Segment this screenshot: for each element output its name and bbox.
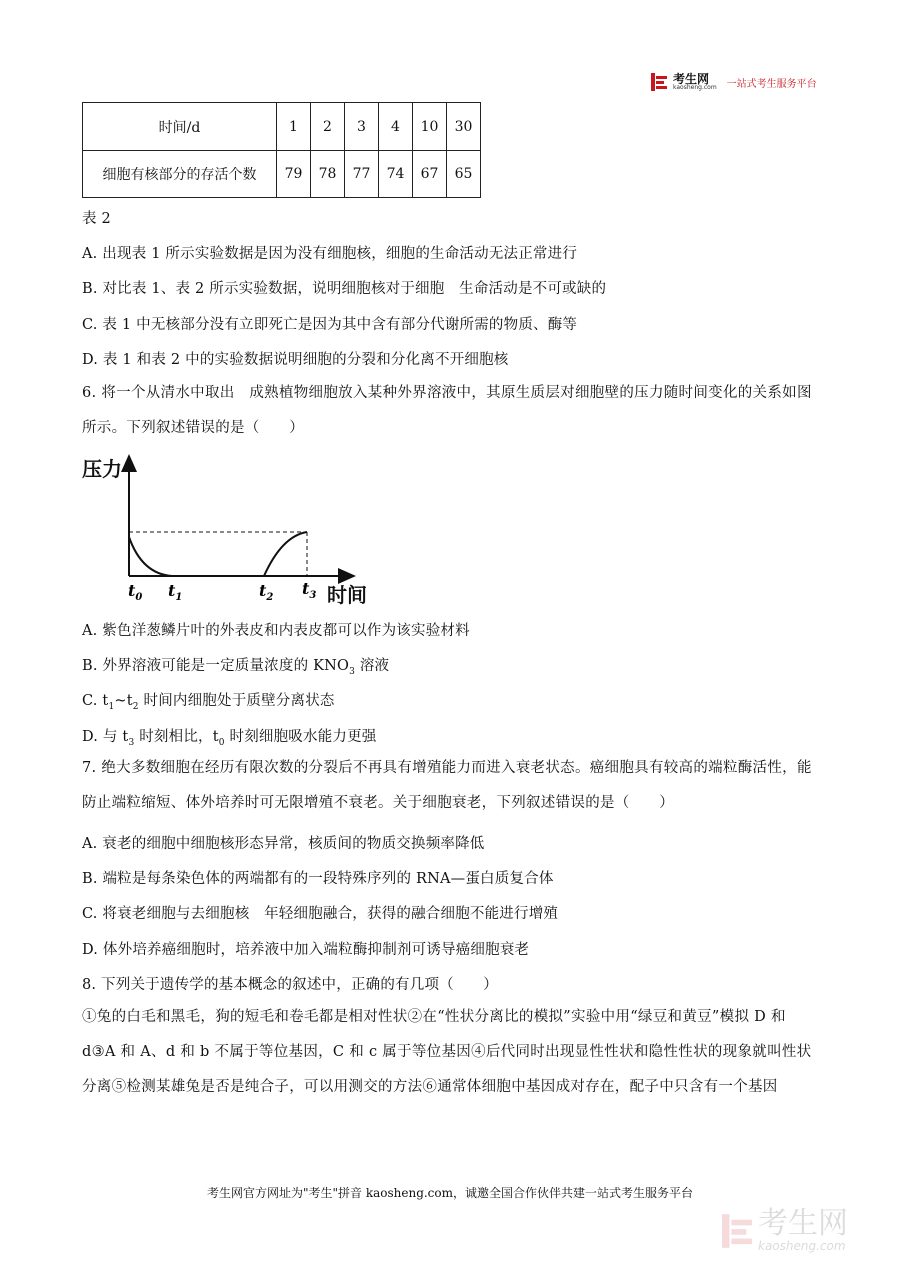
x-axis-label: 时间 bbox=[327, 583, 367, 607]
table-caption: 表 2 bbox=[82, 211, 111, 227]
survivor-cell: 78 bbox=[311, 151, 345, 198]
q5-option-a: A. 出现表 1 所示实验数据是因为没有细胞核，细胞的生命活动无法正常进行 bbox=[82, 246, 578, 262]
q8-body: ①兔的白毛和黑毛，狗的短毛和卷毛都是相对性状②在“性状分离比的模拟”实验中用“绿豆和黄豆”模拟 D 和 d③A 和 A、d 和 b 不属于等位基因，C 和 c 属于等位基因④后代同时出现显性性状和隐性性状的现象就叫性状分离⑤检测某雄兔是否是纯合子，可以用测交的方法⑥通常体细胞中基因成对存在，配子中只含有一个基因 bbox=[82, 1009, 812, 1095]
q5-option-d: D. 表 1 和表 2 中的实验数据说明细胞的分裂和分化离不开细胞核 bbox=[82, 352, 509, 368]
table-row-time bbox=[83, 103, 481, 151]
tick-t2: $t_2$ bbox=[259, 581, 274, 603]
table-row-survivors bbox=[83, 151, 481, 198]
logo-slogan: 一站式考生服务平台 bbox=[726, 78, 817, 90]
time-cell: 10 bbox=[413, 103, 447, 151]
time-cell: 4 bbox=[379, 103, 413, 151]
y-axis-label: 压力 bbox=[82, 457, 122, 481]
pressure-time-chart bbox=[82, 452, 372, 608]
logo-name: 考生网 bbox=[673, 72, 710, 86]
time-cell: 30 bbox=[447, 103, 481, 151]
tick-t0: $t_0$ bbox=[128, 581, 143, 603]
time-cell: 3 bbox=[345, 103, 379, 151]
table-2 bbox=[82, 102, 481, 198]
q7-option-d: D. 体外培养癌细胞时，培养液中加入端粒酶抑制剂可诱导癌细胞衰老 bbox=[82, 942, 530, 958]
q7-stem: 7. 绝大多数细胞在经历有限次数的分裂后不再具有增殖能力而进入衰老状态。癌细胞具有较高的端粒酶活性，能防止端粒缩短、体外培养时可无限增殖不衰老。关于细胞衰老，下列叙述错误的是（ ） bbox=[82, 760, 812, 811]
survivor-cell: 79 bbox=[277, 151, 311, 198]
watermark-logo-icon bbox=[722, 1214, 752, 1248]
q7-option-c: C. 将衰老细胞与去细胞核 年轻细胞融合，获得的融合细胞不能进行增殖 bbox=[82, 906, 559, 922]
row-header-survivors: 细胞有核部分的存活个数 bbox=[83, 151, 277, 198]
header-logo bbox=[651, 73, 817, 91]
logo-url: kaosheng.com bbox=[673, 84, 717, 91]
time-cell: 2 bbox=[311, 103, 345, 151]
row-header-time: 时间/d bbox=[83, 103, 277, 151]
q6-option-b: B. 外界溶液可能是一定质量浓度的 $KNO_3$ 溶液 bbox=[82, 658, 390, 677]
q5-option-c: C. 表 1 中无核部分没有立即死亡是因为其中含有部分代谢所需的物质、酶等 bbox=[82, 317, 578, 333]
kaosheng-logo-icon bbox=[651, 73, 667, 91]
q5-option-b: B. 对比表 1、表 2 所示实验数据，说明细胞核对于细胞 生命活动是不可或缺的 bbox=[82, 281, 607, 297]
watermark-url: kaosheng.com bbox=[758, 1239, 846, 1253]
q6-option-a: A. 紫色洋葱鳞片叶的外表皮和内表皮都可以作为该实验材料 bbox=[82, 623, 470, 639]
q6-stem: 6. 将一个从清水中取出 成熟植物细胞放入某种外界溶液中，其原生质层对细胞壁的压力随时间变化的关系如图所示。下列叙述错误的是（ ） bbox=[82, 385, 812, 436]
tick-t3: $t_3$ bbox=[302, 579, 317, 601]
watermark-name: 考生网 bbox=[758, 1206, 848, 1241]
q6-option-c: C. $t_1\sim t_2$ 时间内细胞处于质壁分离状态 bbox=[82, 693, 335, 712]
increase-curve bbox=[264, 532, 307, 576]
survivor-cell: 77 bbox=[345, 151, 379, 198]
watermark bbox=[722, 1206, 848, 1253]
survivor-cell: 67 bbox=[413, 151, 447, 198]
q7-option-b: B. 端粒是每条染色体的两端都有的一段特殊序列的 RNA—蛋白质复合体 bbox=[82, 871, 554, 887]
survivor-cell: 74 bbox=[379, 151, 413, 198]
tick-t1: $t_1$ bbox=[168, 581, 183, 603]
decrease-curve bbox=[129, 537, 172, 576]
time-cell: 1 bbox=[277, 103, 311, 151]
q7-option-a: A. 衰老的细胞中细胞核形态异常，核质间的物质交换频率降低 bbox=[82, 836, 485, 852]
footer-text: 考生网官方网址为"考生"拼音 kaosheng.com，诚邀全国合作伙伴共建一站式考生服务平台 bbox=[206, 1186, 694, 1200]
survivor-cell: 65 bbox=[447, 151, 481, 198]
q8-stem: 8. 下列关于遗传学的基本概念的叙述中，正确的有几项（ ） bbox=[82, 977, 498, 993]
q6-option-d: D. 与 $t_3$ 时刻相比，$t_0$ 时刻细胞吸水能力更强 bbox=[82, 729, 377, 748]
